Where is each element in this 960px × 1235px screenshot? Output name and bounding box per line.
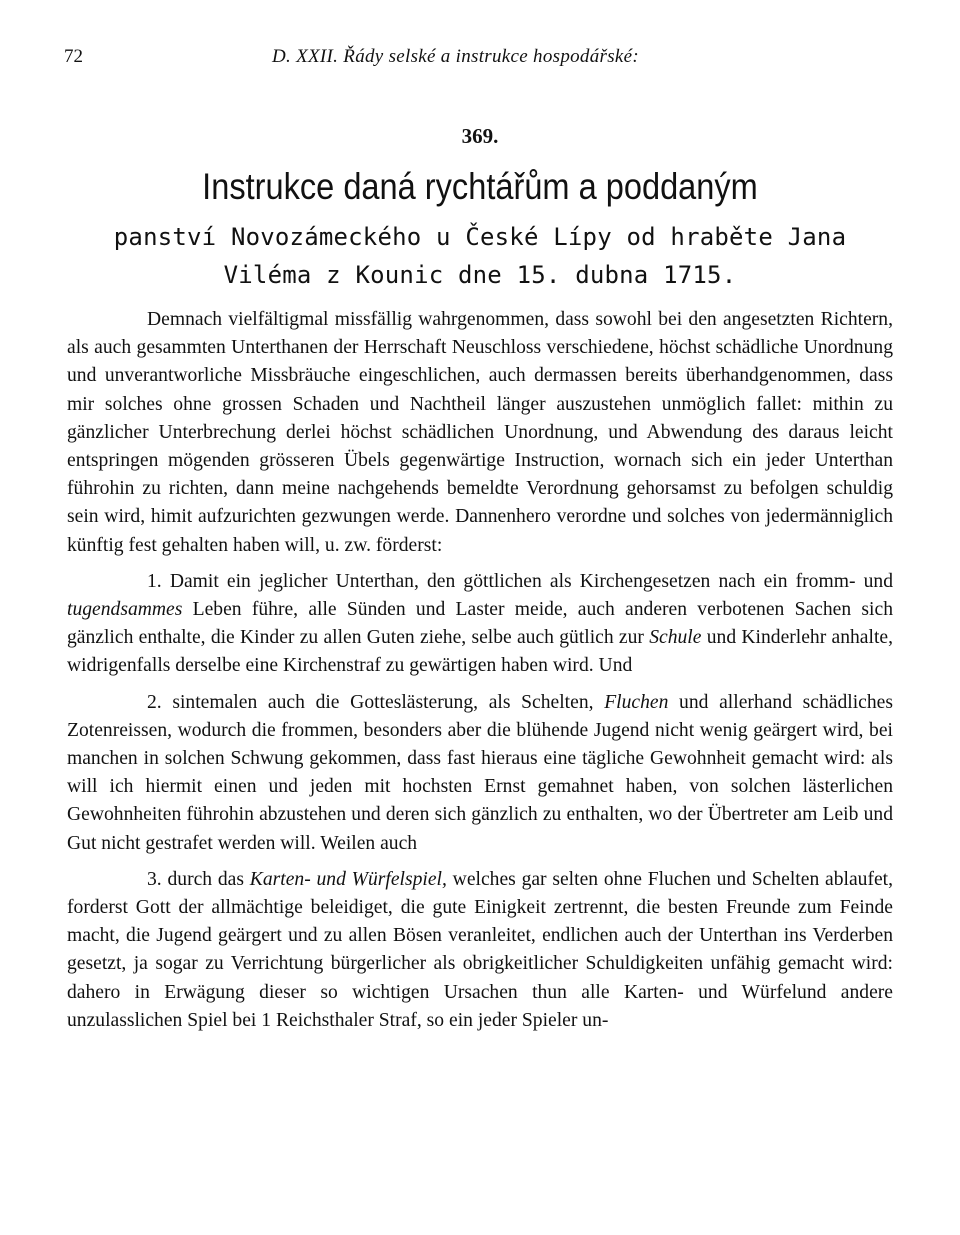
paragraph-1 <box>67 568 893 681</box>
paragraph-intro: Demnach vielfältigmal missfällig wahrgenommen, dass sowohl bei den angesetzten Richtern, als auch gesammten Unterthanen der Herrschaft Neuschloss verschiedene, höchst schädliche Unordnung und unverantworliche Missbräuche eingeschlichen, auch dermassen bereits überhandgenommen, dass mir solches ohne grossen Schaden und Nachtheil länger auszustehen unmöglich fallet: mithin zu gänzlicher Unterbrechung derlei höchst schädlichen Unordnung, und Abwendung des daraus leicht entspringen mögenden grösseren Übels gegenwärtige Instruction, wornach sich ein jeder Unterthan führohin zu richten, dann meine nachgehends bemeldte Verordnung gehorsamst zu befolgen schuldig sein wird, himit aufzurichten gezwungen werde. Dannenhero verordne und solches von jedermänniglich künftig fest gehalten haben will, u. zw. förderst: <box>67 309 893 556</box>
document-subtitle <box>88 218 872 294</box>
document-number: 369. <box>461 124 499 148</box>
document-title: Instrukce daná rychtářům a poddaným <box>202 166 758 207</box>
running-title: D. XXII. Řády selské a instrukce hospodářské: <box>272 46 640 67</box>
paragraph-3-emphasis-1: Karten- und Würfelspiel, <box>249 868 447 890</box>
paragraph-2-text-b: und allerhand schädliches Zotenreissen, wodurch die frommen, besonders aber die blühende Jugend nicht wenig geärgert wird, bei manchen in solchen Schwung gekommen, dass fast hieraus eine tägliche Gewohnheit gemacht wird: als will ich hiermit einen und jeden mit hochsten Ernst gemahnet haben, von solchen lästerlichen Gewohnheiten führohin abzustehen und deren sich gänzlich zu enthalten, wo der Übertreter am Leib und Gut nicht gestrafet werden will. Weilen auch <box>67 691 893 854</box>
paragraph-2-text-a: 2. sintemalen auch die Gotteslästerung, als Schelten, <box>147 691 605 713</box>
paragraph-1-emphasis-2: Schule <box>649 627 702 649</box>
paragraph-3-text-a: 3. durch das <box>147 868 250 890</box>
paragraph-3-text-b: welches gar selten ohne Fluchen und Schelten ablaufet, forderst Gott der allmächtige beleidiget, die gute Einigkeit zertrennt, die besten Freunde zum Feinde macht, die Jugend geärgert und zu allen Bösen veranleitet, endlichen auch der Unterthan ins Verderben gesetzt, ja sogar zu Verrichtung bürgerlicher als obrigkeitlicher Schuldigkeiten unfähig gemacht wird: dahero in Erwägung dieser so wichtigen Ursachen thun alle Karten- und Würfelund andere unzulasslichen Spiel bei 1 Reichsthaler Straf, so ein jeder Spieler un- <box>67 868 894 1031</box>
body-text <box>67 306 893 1043</box>
subtitle-line-1: panství Novozámeckého u České Lípy od hraběte Jana <box>113 223 847 251</box>
running-head <box>64 46 896 74</box>
paragraph-2-emphasis-1: Fluchen <box>604 691 669 713</box>
paragraph-2 <box>67 689 893 858</box>
paragraph-3 <box>67 866 893 1035</box>
subtitle-line-2: Viléma z Kounic dne 15. dubna 1715. <box>223 261 737 289</box>
paragraph-1-text-b: Leben führe, alle Sünden und Laster meide, auch anderen verbotenen Sachen sich gänzlich enthalte, die Kinder zu allen Guten ziehe, selbe auch gütlich zur <box>67 599 893 649</box>
paragraph-1-emphasis-1: tugendsammes <box>67 599 183 621</box>
paragraph-1-text-a: 1. Damit ein jeglicher Unterthan, den göttlichen als Kirchengesetzen nach ein fromm- und <box>147 570 893 592</box>
page-number: 72 <box>64 46 83 67</box>
paragraph-1-text-c: und Kinderlehr anhalte, widrigenfalls derselbe eine Kirchenstraf zu gewärtigen haben wird. Und <box>67 627 893 677</box>
